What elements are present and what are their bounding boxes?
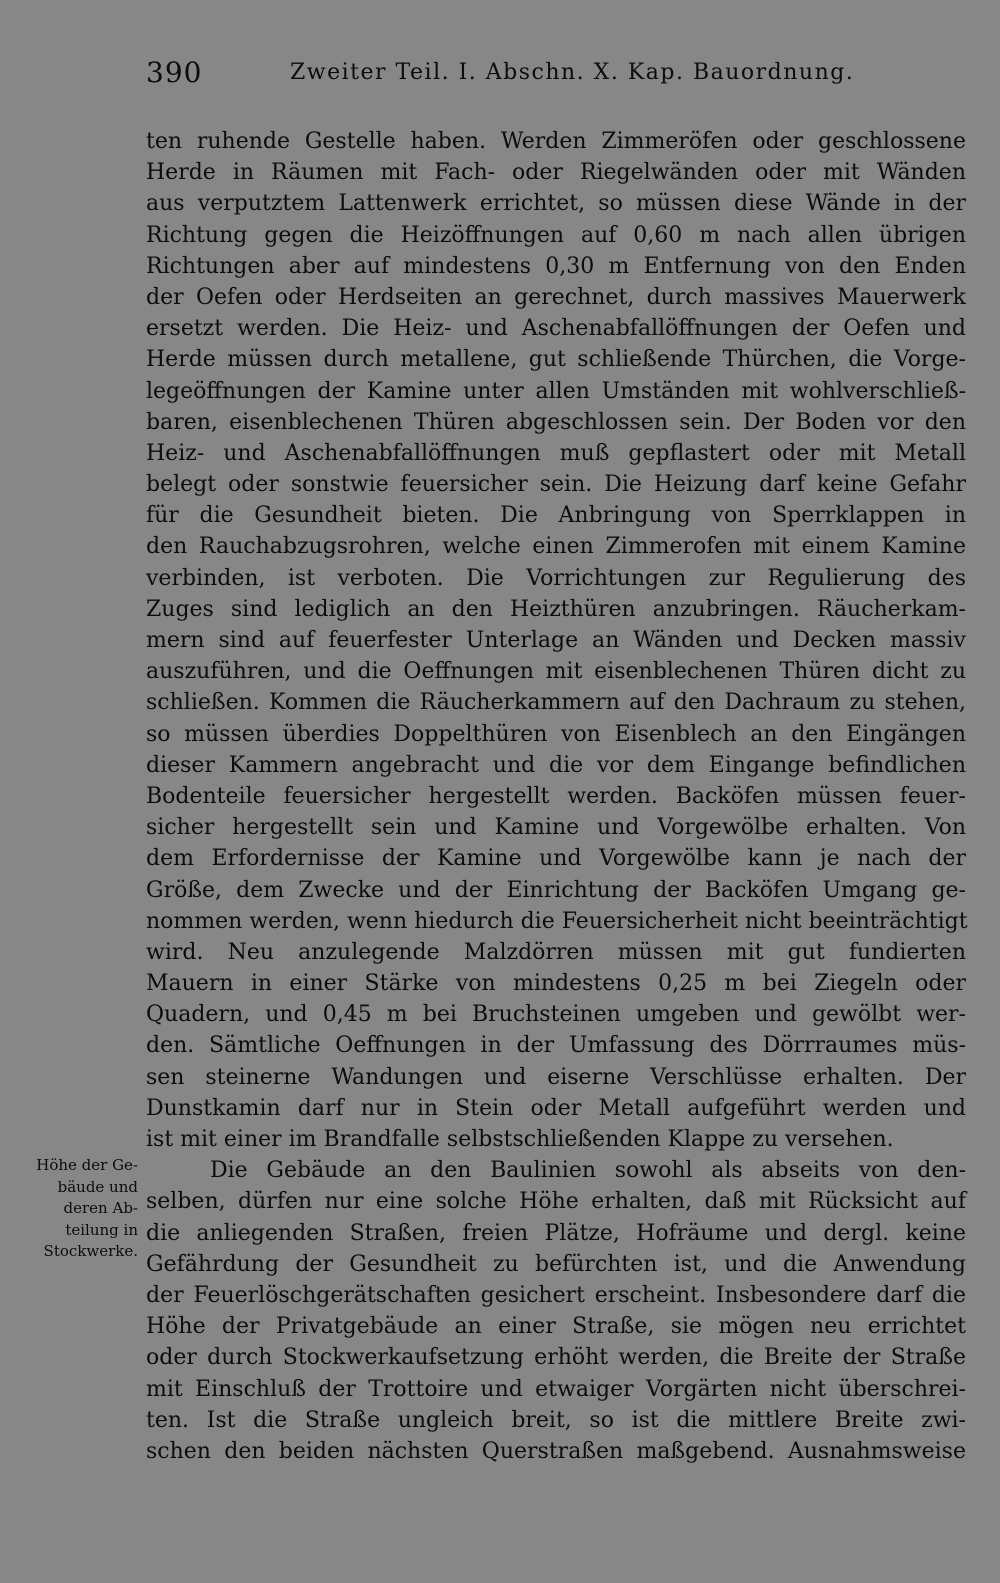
text-line: Gefährdung der Gesundheit zu befürchten ist, und die Anwendung bbox=[146, 1251, 966, 1277]
text-line: Herde müssen durch metallene, gut schließende Thürchen, die Vorge- bbox=[146, 347, 966, 373]
text-line: ten ruhende Gestelle haben. Werden Zimmeröfen oder geschlossene bbox=[146, 129, 966, 154]
text-line: Dunstkamin darf nur in Stein oder Metall aufgeführt werden und bbox=[146, 1095, 966, 1121]
text-line: Mauern in einer Stärke von mindestens 0,25 m bei Ziegeln oder bbox=[146, 971, 966, 997]
margin-note-line: bäude und bbox=[57, 1177, 138, 1196]
text-line: sen steinerne Wandungen und eiserne Verschlüsse erhalten. Der bbox=[146, 1064, 966, 1090]
text-line: Heiz- und Aschenabfallöffnungen muß gepflastert oder mit Metall bbox=[146, 440, 966, 466]
text-line: den Rauchabzugsrohren, welche einen Zimmerofen mit einem Kamine bbox=[146, 534, 966, 560]
margin-note-line: deren Ab- bbox=[63, 1199, 138, 1217]
text-line: sicher hergestellt sein und Kamine und Vorgewölbe erhalten. Von bbox=[146, 815, 966, 841]
margin-note bbox=[34, 1155, 138, 1263]
text-line: wird. Neu anzulegende Malzdörren müssen mit gut fundierten bbox=[146, 939, 966, 965]
text-line: Die Gebäude an den Baulinien sowohl als abseits von den- bbox=[210, 1158, 966, 1184]
text-line: schen den beiden nächsten Querstraßen maßgebend. Ausnahmsweise bbox=[146, 1438, 966, 1464]
text-line: nommen werden, wenn hiedurch die Feuersicherheit nicht beeinträchtigt bbox=[146, 908, 968, 934]
text-line: mern sind auf feuerfester Unterlage an Wänden und Decken massiv bbox=[146, 628, 966, 653]
text-line: so müssen überdies Doppelthüren von Eisenblech an den Eingängen bbox=[146, 721, 966, 747]
text-line: der Feuerlöschgerätschaften gesichert erscheint. Insbesondere darf die bbox=[146, 1282, 966, 1308]
text-line: mit Einschluß der Trottoire und etwaiger Vorgärten nicht überschrei- bbox=[146, 1376, 966, 1402]
body-text bbox=[146, 126, 966, 1467]
text-line: baren, eisenblechenen Thüren abgeschlossen sein. Der Boden vor den bbox=[146, 409, 966, 435]
text-line: dem Erfordernisse der Kamine und Vorgewölbe kann je nach der bbox=[146, 846, 966, 872]
text-line: Zuges sind lediglich an den Heizthüren anzubringen. Räucherkam- bbox=[146, 596, 966, 622]
text-line: belegt oder sonstwie feuersicher sein. Die Heizung darf keine Gefahr bbox=[146, 472, 966, 498]
text-line: der Oefen oder Herdseiten an gerechnet, durch massives Mauerwerk bbox=[146, 284, 966, 310]
page-number: 390 bbox=[146, 56, 203, 89]
text-line: Größe, dem Zwecke und der Einrichtung der Backöfen Umgang ge- bbox=[146, 877, 966, 903]
text-line: die anliegenden Straßen, freien Plätze, Hofräume und dergl. keine bbox=[146, 1220, 966, 1246]
text-line: auszuführen, und die Oeffnungen mit eisenblechenen Thüren dicht zu bbox=[146, 659, 966, 685]
margin-note-line: Stockwerke. bbox=[43, 1242, 138, 1260]
running-header: Zweiter Teil. I. Abschn. X. Kap. Bauordnung. bbox=[290, 60, 855, 85]
text-line: ten. Ist die Straße ungleich breit, so ist die mittlere Breite zwi- bbox=[146, 1407, 966, 1433]
margin-note-line: Höhe der Ge- bbox=[36, 1156, 138, 1174]
text-line: ist mit einer im Brandfalle selbstschließenden Klappe zu versehen. bbox=[146, 1127, 894, 1152]
text-line: Höhe der Privatgebäude an einer Straße, sie mögen neu errichtet bbox=[146, 1314, 966, 1340]
text-line: Quadern, und 0,45 m bei Bruchsteinen umgeben und gewölbt wer- bbox=[146, 1002, 966, 1028]
text-line: ersetzt werden. Die Heiz- und Aschenabfallöffnungen der Oefen und bbox=[146, 316, 966, 342]
text-line: oder durch Stockwerkaufsetzung erhöht werden, die Breite der Straße bbox=[146, 1345, 966, 1371]
text-line: legeöffnungen der Kamine unter allen Umständen mit wohlverschließ- bbox=[146, 378, 966, 404]
text-line: den. Sämtliche Oeffnungen in der Umfassung des Dörrraumes müs- bbox=[146, 1033, 966, 1059]
text-line: dieser Kammern angebracht und die vor dem Eingange befindlichen bbox=[146, 752, 966, 778]
text-line: Richtungen aber auf mindestens 0,30 m Entfernung von den Enden bbox=[146, 253, 966, 279]
text-line: Richtung gegen die Heizöffnungen auf 0,60 m nach allen übrigen bbox=[146, 222, 966, 248]
text-line: schließen. Kommen die Räucherkammern auf den Dachraum zu stehen, bbox=[146, 690, 966, 716]
text-line: selben, dürfen nur eine solche Höhe erhalten, daß mit Rücksicht auf bbox=[146, 1189, 966, 1215]
margin-note-line: teilung in bbox=[65, 1220, 138, 1239]
text-line: verbinden, ist verboten. Die Vorrichtungen zur Regulierung des bbox=[146, 565, 966, 591]
text-line: aus verputztem Lattenwerk errichtet, so müssen diese Wände in der bbox=[146, 191, 966, 217]
text-line: Bodenteile feuersicher hergestellt werden. Backöfen müssen feuer- bbox=[146, 783, 966, 809]
text-line: für die Gesundheit bieten. Die Anbringung von Sperrklappen in bbox=[146, 503, 966, 529]
text-line: Herde in Räumen mit Fach- oder Riegelwänden oder mit Wänden bbox=[146, 160, 966, 186]
